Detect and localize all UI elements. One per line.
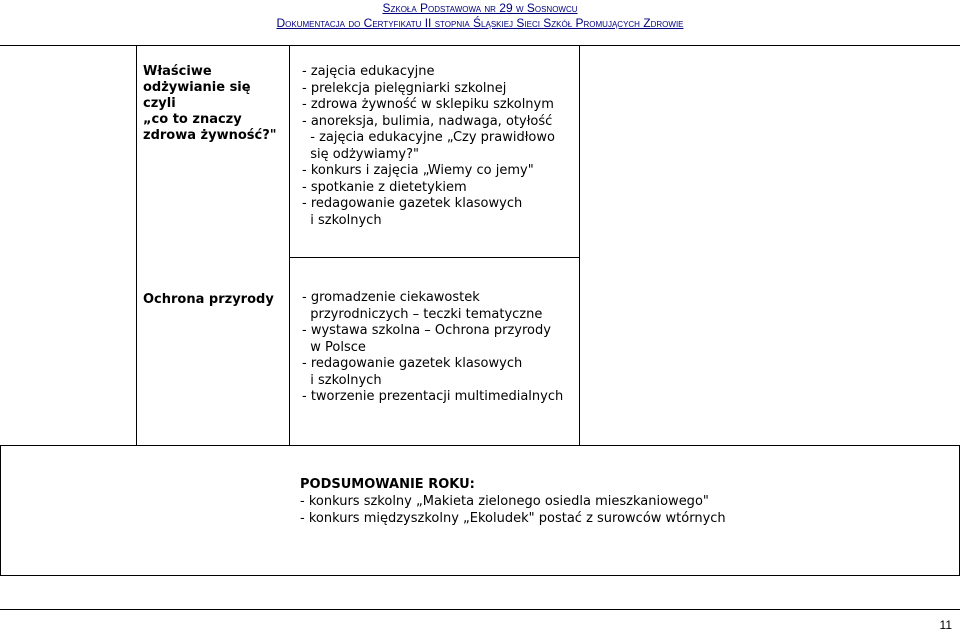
footer-divider [0, 609, 960, 610]
summary-title: PODSUMOWANIE ROKU: [300, 477, 475, 492]
list-item: - redagowanie gazetek klasowych [302, 356, 523, 371]
list-item: - redagowanie gazetek klasowych [302, 196, 523, 211]
summary-bottom-border [0, 575, 960, 576]
label-line: Właściwe [143, 64, 212, 79]
list-item: i szkolnych [302, 212, 382, 228]
list-item: się odżywiamy?" [302, 146, 419, 162]
list-item: - spotkanie z dietetykiem [302, 179, 467, 195]
row-divider [289, 257, 580, 258]
label-line: Ochrona przyrody [143, 292, 274, 307]
list-item: i szkolnych [302, 372, 382, 388]
label-line: zdrowa żywność?" [143, 128, 277, 143]
col-left-border [136, 45, 137, 445]
list-item: - zdrowa żywność w sklepiku szkolnym [302, 97, 554, 112]
activity-list-nature [302, 290, 563, 406]
summary-left-border [0, 445, 1, 575]
year-summary [300, 476, 726, 527]
summary-item: - konkurs międzyszkolny „Ekoludek" postać z surowców wtórnych [300, 511, 726, 526]
document-title: Dokumentacja do Certyfikatu II stopnia Śląskiej Sieci Szkół Promujących Zdrowie [276, 16, 684, 30]
label-line: odżywianie się [143, 80, 251, 95]
label-line: „co to znaczy [143, 112, 242, 127]
list-item: - wystawa szkolna – Ochrona przyrody [302, 323, 551, 338]
list-item: - prelekcja pielęgniarki szkolnej [302, 80, 507, 96]
label-line: czyli [143, 96, 176, 111]
summary-item: - konkurs szkolny „Makieta zielonego osiedla mieszkaniowego" [300, 494, 709, 509]
col-right-border [579, 45, 580, 445]
list-item: - zajęcia edukacyjne „Czy prawidłowo [302, 130, 555, 145]
list-item: - zajęcia edukacyjne [302, 64, 435, 79]
col-mid-border [289, 45, 290, 445]
list-item: przyrodniczych – teczki tematyczne [302, 306, 543, 322]
list-item: - tworzenie prezentacji multimedialnych [302, 389, 564, 404]
topic-label-nature [143, 292, 274, 308]
list-item: - gromadzenie ciekawostek [302, 290, 480, 305]
page-number: 11 [939, 618, 952, 632]
topic-label-nutrition [143, 64, 277, 144]
school-name: Szkoła Podstawowa nr 29 w Sosnowcu [382, 1, 578, 15]
list-item: - konkurs i zajęcia „Wiemy co jemy" [302, 163, 534, 178]
activity-list-nutrition [302, 64, 555, 229]
list-item: - anoreksja, bulimia, nadwaga, otyłość [302, 113, 553, 129]
summary-top-border [0, 445, 960, 446]
table-top-border [0, 45, 960, 46]
list-item: w Polsce [302, 339, 366, 355]
